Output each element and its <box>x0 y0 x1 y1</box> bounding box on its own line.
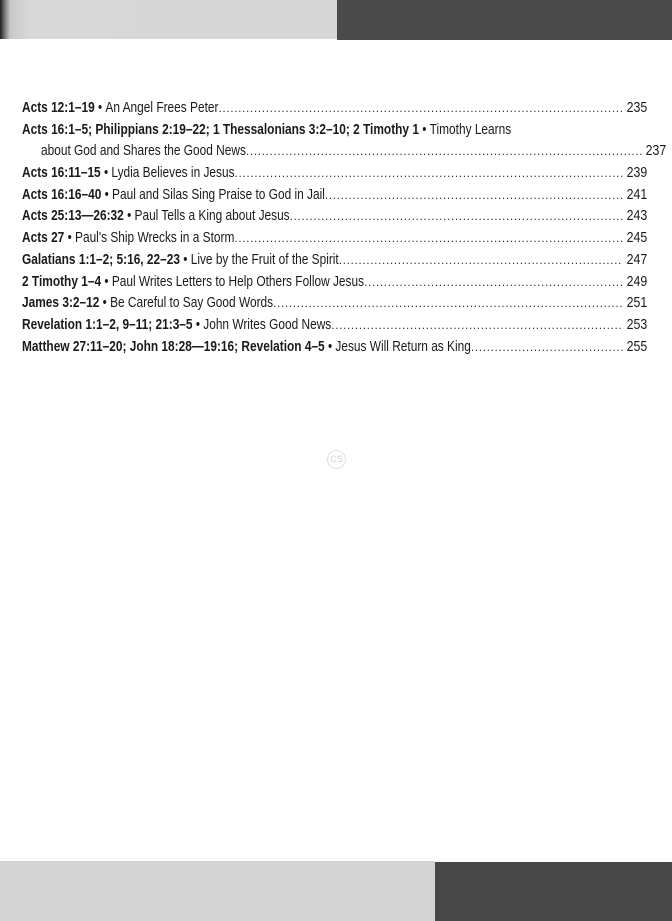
dot-leader <box>339 250 623 272</box>
bullet-separator: • <box>97 100 103 116</box>
toc-entry[interactable] <box>22 293 647 315</box>
page-number: 245 <box>626 230 647 247</box>
toc-entry[interactable] <box>22 228 647 250</box>
page-number: 255 <box>626 338 647 355</box>
toc-entry[interactable] <box>22 98 647 120</box>
lesson-title: Jesus Will Return as King <box>335 338 471 355</box>
scripture-reference: 2 Timothy 1–4 <box>22 273 102 290</box>
lesson-title: An Angel Frees Peter <box>105 100 219 116</box>
toc-entry[interactable] <box>22 185 647 207</box>
scripture-reference: Acts 16:16–40 <box>22 186 102 203</box>
page-number: 237 <box>645 143 666 160</box>
bullet-separator: • <box>104 273 109 290</box>
page-number: 239 <box>626 165 647 182</box>
page-number: 249 <box>626 273 647 290</box>
watermark-logo-icon: CS <box>327 450 346 469</box>
dot-leader <box>234 228 622 250</box>
bullet-separator: • <box>183 251 188 268</box>
lesson-title: Paul and Silas Sing Praise to God in Jail <box>112 186 325 203</box>
dot-leader <box>325 185 623 207</box>
dot-leader <box>471 337 623 359</box>
lesson-title: Paul Writes Letters to Help Others Follow Jesus <box>111 273 365 290</box>
toc-entry[interactable] <box>22 315 647 337</box>
bullet-separator: • <box>103 165 109 182</box>
bottom-band-dark <box>435 862 672 921</box>
toc-entry[interactable] <box>22 120 666 163</box>
scripture-reference: Acts 16:11–15 <box>22 165 101 182</box>
dot-leader <box>218 98 622 120</box>
bullet-separator: • <box>422 121 427 138</box>
toc-entry[interactable] <box>22 206 647 228</box>
bullet-separator: • <box>102 295 107 312</box>
dot-leader <box>235 163 623 185</box>
lesson-title: John Writes Good News <box>203 316 332 333</box>
table-of-contents <box>22 98 666 358</box>
lesson-title: Be Careful to Say Good Words <box>110 295 274 312</box>
toc-entry[interactable] <box>22 337 647 359</box>
page-number: 235 <box>626 100 647 116</box>
bullet-separator: • <box>195 316 200 333</box>
toc-entry[interactable] <box>22 272 647 294</box>
page-number: 251 <box>626 295 647 312</box>
scripture-reference: Acts 27 <box>22 230 65 247</box>
lesson-title: Paul Tells a King about Jesus <box>134 208 290 225</box>
scripture-reference: James 3:2–12 <box>22 295 100 312</box>
scripture-reference: Acts 25:13—26:32 <box>22 208 124 225</box>
bullet-separator: • <box>327 338 333 355</box>
bullet-separator: • <box>104 186 109 203</box>
dot-leader <box>246 141 642 163</box>
bullet-separator: • <box>67 230 72 247</box>
dot-leader <box>273 293 623 315</box>
scripture-reference: Revelation 1:1–2, 9–11; 21:3–5 <box>22 316 193 333</box>
lesson-title: Lydia Believes in Jesus <box>111 165 235 182</box>
scripture-reference: Acts 16:1–5; Philippians 2:19–22; 1 Thessalonians 3:2–10; 2 Timothy 1 <box>22 121 419 138</box>
lesson-title: Live by the Fruit of the Spirit <box>190 251 339 268</box>
page-number: 247 <box>626 251 647 268</box>
lesson-title: Paul's Ship Wrecks in a Storm <box>75 230 235 247</box>
lesson-title-line1: Timothy Learns <box>429 121 512 138</box>
scripture-reference: Galatians 1:1–2; 5:16, 22–23 <box>22 251 180 268</box>
bottom-band-light <box>0 861 435 921</box>
top-band-dark <box>337 0 672 40</box>
top-band-light <box>0 0 337 39</box>
dot-leader <box>364 272 623 294</box>
toc-entry[interactable] <box>22 250 647 272</box>
page-number: 241 <box>626 186 647 203</box>
page-number: 253 <box>626 316 647 333</box>
dot-leader <box>331 315 623 337</box>
toc-entry[interactable] <box>22 163 647 185</box>
bullet-separator: • <box>127 208 132 225</box>
dot-leader <box>290 206 623 228</box>
page-number: 243 <box>626 208 647 225</box>
scripture-reference: Matthew 27:11–20; John 18:28—19:16; Revelation 4–5 <box>22 338 325 355</box>
lesson-title-line2: about God and Shares the Good News <box>41 143 246 160</box>
scripture-reference: Acts 12:1–19 <box>22 100 95 116</box>
